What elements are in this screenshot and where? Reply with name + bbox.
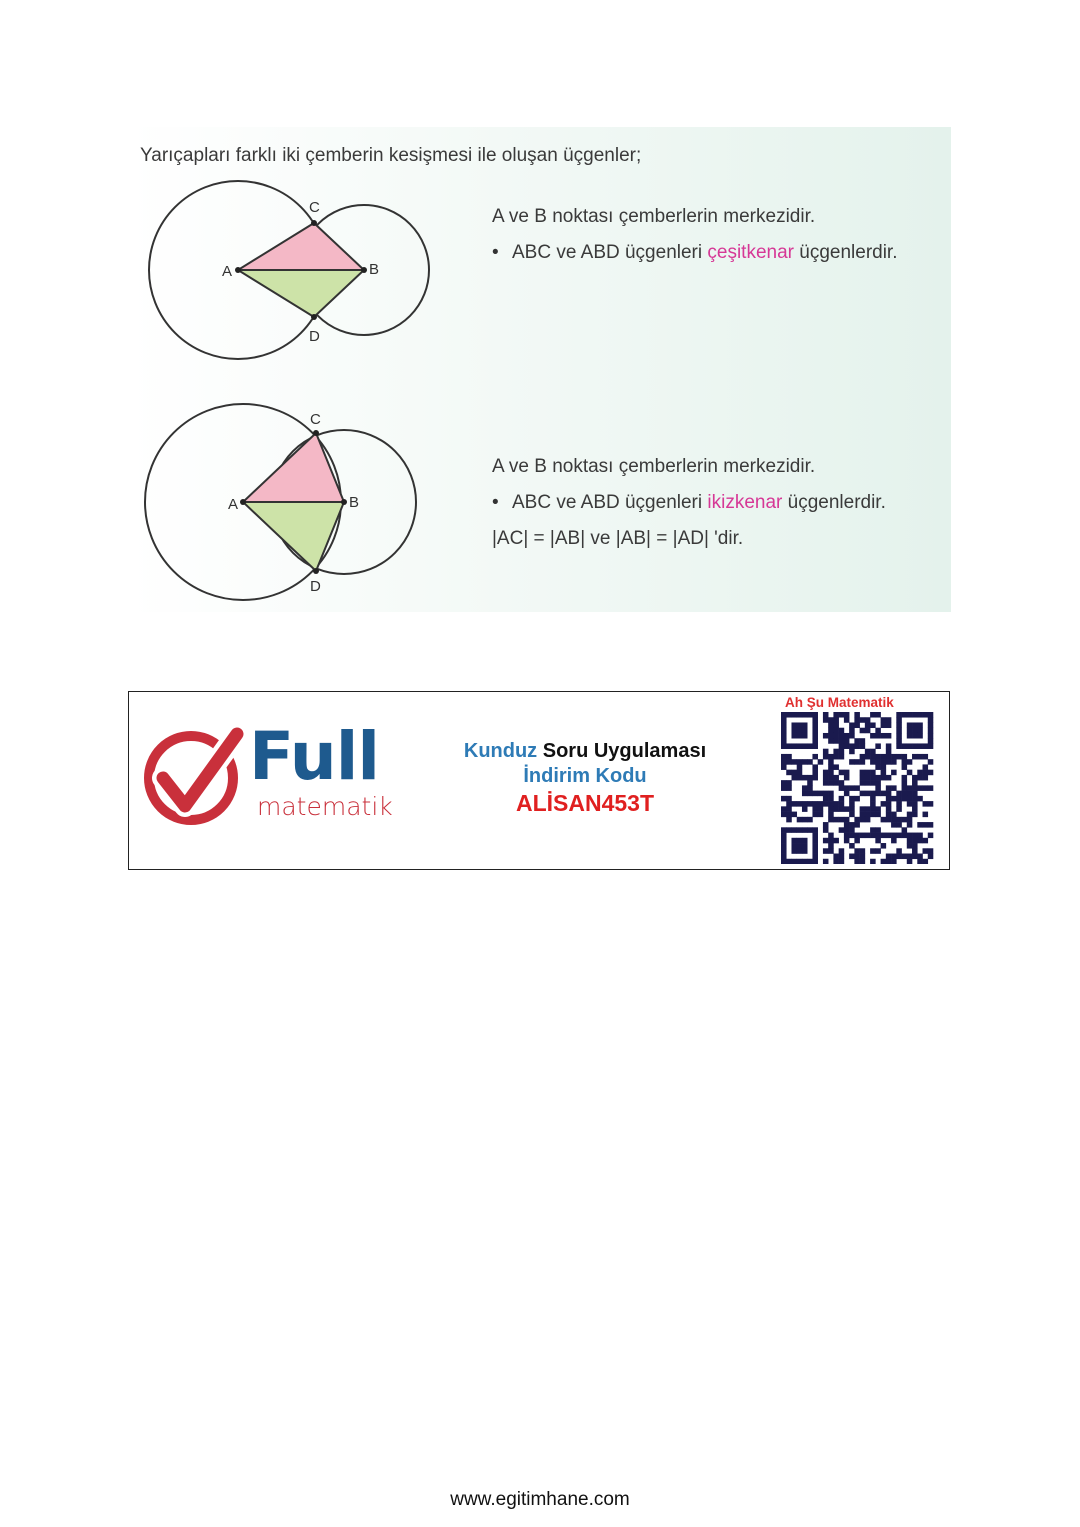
label-b: B xyxy=(369,261,380,278)
case1-line1: A ve B noktası çemberlerin merkezidir. xyxy=(492,206,816,227)
label-d: D xyxy=(309,328,320,345)
case2-line2: • ABC ve ABD üçgenleri ikizkenar üçgenlerdir. xyxy=(492,485,886,521)
diagram-scalene xyxy=(140,177,440,367)
highlight-cesitkenar: çeşitkenar xyxy=(707,242,794,263)
label-c: C xyxy=(310,411,321,428)
case2-line3: |AC| = |AB| ve |AB| = |AD| 'dir. xyxy=(492,528,744,549)
logo-subtitle: matematik xyxy=(257,792,393,821)
promo-banner[interactable] xyxy=(128,691,950,870)
case2-text xyxy=(492,449,886,557)
triangle-abd xyxy=(243,502,344,571)
promo-code[interactable]: ALİSAN453T xyxy=(515,790,655,816)
case1-line2: • ABC ve ABD üçgenleri çeşitkenar üçgenlerdir. xyxy=(492,235,898,271)
label-a: A xyxy=(228,496,239,513)
qr-title: Ah Şu Matematik xyxy=(785,695,894,710)
diagram-isosceles xyxy=(140,402,440,602)
panel-title: Yarıçapları farklı iki çemberin kesişmesi ile oluşan üçgenler; xyxy=(140,145,642,166)
label-d: D xyxy=(310,578,321,595)
promo-brand: Kunduz xyxy=(463,740,538,762)
highlight-ikizkenar: ikizkenar xyxy=(707,492,783,513)
label-a: A xyxy=(222,263,233,280)
logo-word: Full xyxy=(249,718,380,795)
case1-text xyxy=(492,199,898,271)
case2-line1: A ve B noktası çemberlerin merkezidir. xyxy=(492,456,816,477)
label-c: C xyxy=(309,199,320,216)
checkmark-logo-icon xyxy=(141,720,251,830)
label-b: B xyxy=(349,494,360,511)
qr-code-icon[interactable] xyxy=(781,712,937,864)
promo-app: Soru Uygulaması xyxy=(537,740,707,762)
promo-discount-label: İndirim Kodu xyxy=(523,765,647,787)
triangle-abc xyxy=(243,433,344,502)
info-panel xyxy=(130,127,951,612)
footer-url[interactable]: www.egitimhane.com xyxy=(450,1489,630,1510)
promo-text xyxy=(429,740,741,817)
